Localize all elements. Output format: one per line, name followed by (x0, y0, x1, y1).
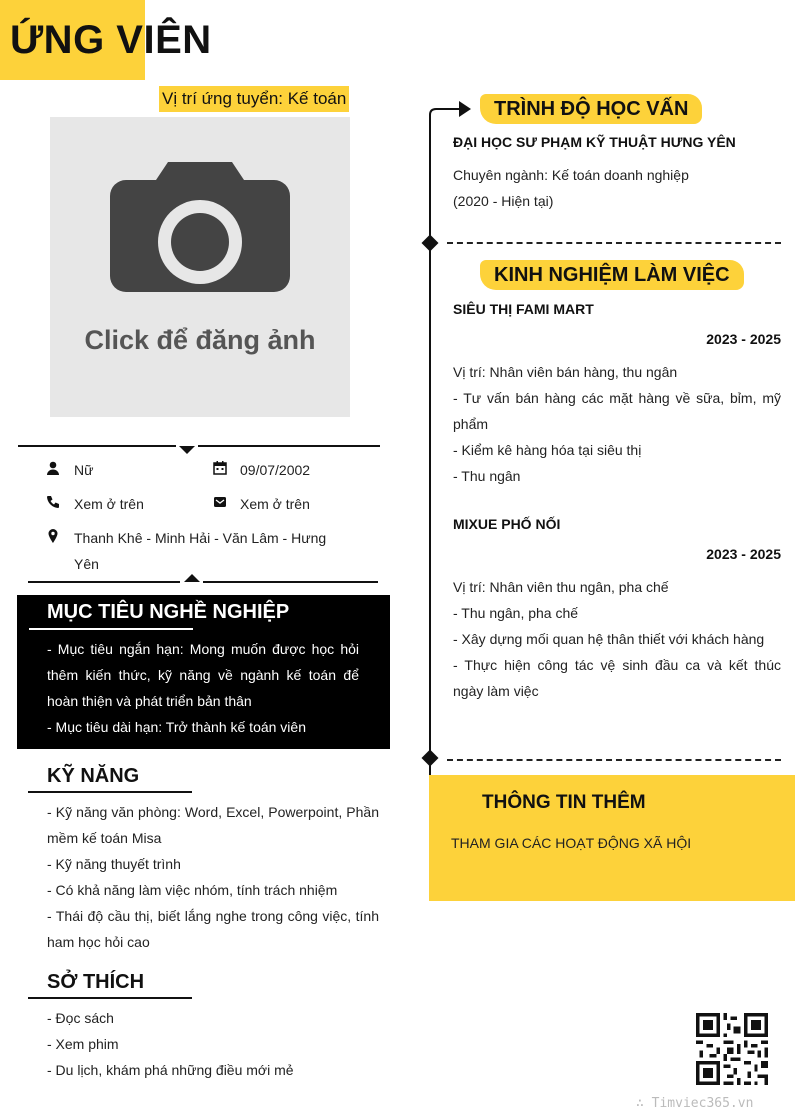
info-bottom-divider (28, 581, 180, 583)
additional-info-section (429, 775, 795, 901)
timeline-diamond (422, 235, 439, 252)
objective-title: MỤC TIÊU NGHỀ NGHIỆP (47, 601, 290, 623)
qr-code-icon (696, 1013, 768, 1085)
phone: Xem ở trên (74, 496, 144, 512)
job-years: 2023 - 2025 (706, 331, 781, 347)
address (74, 525, 326, 577)
education-details (453, 162, 781, 214)
school-name: ĐẠI HỌC SƯ PHẠM KỸ THUẬT HƯNG YÊN (453, 134, 736, 150)
job-line: - Thu ngân (453, 468, 521, 484)
hobbies-list (47, 1005, 379, 1083)
skill-item: - Kỹ năng thuyết trình (47, 856, 181, 872)
applied-position: Vị trí ứng tuyển: Kế toán (159, 86, 349, 112)
person-icon (46, 461, 60, 475)
photo-upload-label: Click để đăng ảnh (84, 325, 316, 355)
job-details (453, 574, 781, 704)
job-line: - Kiểm kê hàng hóa tại siêu thị (453, 442, 642, 458)
calendar-icon (213, 461, 227, 475)
job-line: - Tư vấn bán hàng các mặt hàng về sữa, bỉm, mỹ phẩm (453, 390, 781, 432)
objective-text (47, 636, 359, 740)
section-divider (447, 759, 781, 761)
address-line-2: Yên (74, 556, 99, 572)
phone-icon (46, 495, 60, 509)
timeline-diamond (422, 750, 439, 767)
photo-upload[interactable] (50, 117, 350, 417)
hobby-item: - Đọc sách (47, 1010, 114, 1026)
objective-underline (29, 628, 193, 630)
info-top-divider (18, 445, 176, 447)
candidate-name: ỨNG VIÊN (10, 18, 212, 62)
experience-title: KINH NGHIỆM LÀM VIỆC (494, 264, 730, 286)
camera-icon (110, 162, 290, 292)
timeline-arrow-top (427, 99, 475, 139)
hobby-item: - Du lịch, khám phá những điều mới mẻ (47, 1062, 294, 1078)
experience-heading (480, 260, 744, 290)
education-heading (480, 94, 702, 124)
education-title: TRÌNH ĐỘ HỌC VẤN (494, 98, 689, 120)
info-bottom-marker (184, 574, 200, 582)
hobbies-title: SỞ THÍCH (47, 971, 145, 993)
skills-list (47, 799, 379, 955)
job-details (453, 359, 781, 489)
location-pin-icon (46, 529, 60, 543)
skills-underline (28, 791, 192, 793)
job-line: - Thu ngân, pha chế (453, 605, 579, 621)
gender: Nữ (74, 462, 94, 478)
info-bottom-divider-right (203, 581, 378, 583)
major: Chuyên ngành: Kế toán doanh nghiệp (453, 167, 689, 183)
info-top-divider-right (198, 445, 380, 447)
email-icon (213, 495, 227, 509)
skills-title: KỸ NĂNG (47, 765, 140, 787)
birthday: 09/07/2002 (240, 462, 311, 478)
hobbies-underline (28, 997, 192, 999)
job-line: Vị trí: Nhân viên bán hàng, thu ngân (453, 364, 678, 380)
address-line-1: Thanh Khê - Minh Hải - Văn Lâm - Hưng (74, 530, 327, 546)
career-objective-section (17, 595, 390, 749)
info-top-marker (179, 446, 195, 454)
watermark: ∴ Timviec365.vn (636, 1096, 754, 1111)
email: Xem ở trên (240, 496, 310, 512)
skill-item: - Thái độ cầu thị, biết lắng nghe trong công việc, tính ham học hỏi cao (47, 908, 379, 950)
section-divider (447, 242, 781, 244)
job-line: - Thực hiện công tác vệ sinh đầu ca và kết thúc ngày làm việc (453, 657, 781, 699)
company-name: SIÊU THỊ FAMI MART (453, 301, 594, 317)
company-name: MIXUE PHỐ NỐI (453, 516, 561, 532)
study-period: (2020 - Hiện tại) (453, 193, 554, 209)
job-years: 2023 - 2025 (706, 546, 781, 562)
skill-item: - Kỹ năng văn phòng: Word, Excel, Powerpoint, Phần mềm kế toán Misa (47, 804, 379, 846)
objective-line: - Mục tiêu dài hạn: Trở thành kế toán viên (47, 719, 306, 735)
hobby-item: - Xem phim (47, 1036, 119, 1052)
objective-line: - Mục tiêu ngắn hạn: Mong muốn được học hỏi thêm kiến thức, kỹ năng về ngành kế toán để hoàn thiện và phát triển bản thân (47, 641, 359, 709)
additional-info-text: THAM GIA CÁC HOẠT ĐỘNG XÃ HỘI (451, 835, 692, 851)
skill-item: - Có khả năng làm việc nhóm, tính trách nhiệm (47, 882, 338, 898)
job-line: - Xây dựng mối quan hệ thân thiết với khách hàng (453, 631, 765, 647)
additional-info-title: THÔNG TIN THÊM (482, 792, 646, 813)
job-line: Vị trí: Nhân viên thu ngân, pha chế (453, 579, 669, 595)
